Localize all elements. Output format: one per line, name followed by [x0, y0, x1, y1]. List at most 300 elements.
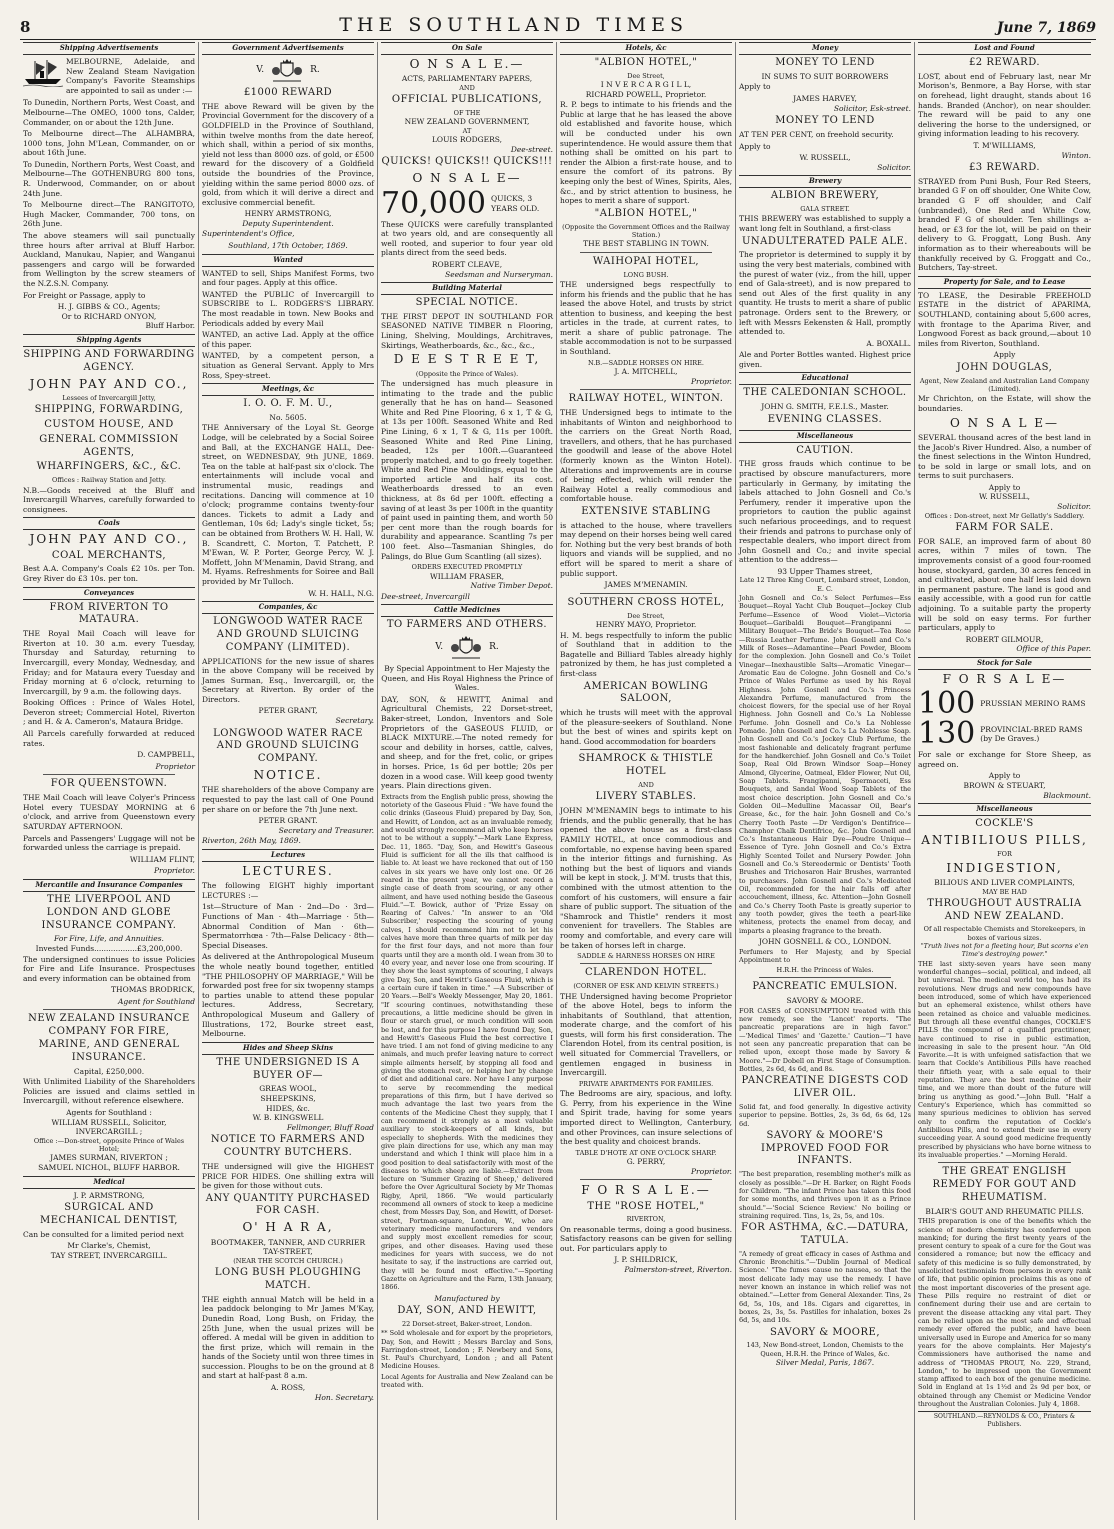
ad-title: O N S A L E— — [412, 171, 522, 186]
ad-title: I. O. O. F. M. U., — [243, 398, 333, 410]
ad-title: DAY, SON, AND HEWITT, — [397, 1305, 537, 1317]
ad-line: Manufactured by — [434, 1293, 500, 1303]
ad-body: The Bedrooms are airy, spacious, and lofty. G. Perry, from his experience in the Wine and Spirit trade, having for some years imported direct to Wellington, Canterbury, and other Provinces, can insure selections of the best quality and choicest brands. — [560, 1089, 732, 1147]
ad-line: BOOTMAKER, TANNER, AND CURRIER TAY-STREET, — [210, 1237, 366, 1257]
ad-body: STRAYED from Puni Bush, Four Red Steers, branded G F on off shoulder, One White Cow, branded G F off shoulder, and Calf (unbranded), One Red and White Cow, branded F G of shoulder. Ten shillings a-head, or £3 for the lot, will be paid on their delivery to G. Froggatt, Long Bush. Any information as to their whereabouts will be thankfully received by G. Froggatt and Co., Butchers, Tay-street. — [918, 176, 1091, 273]
signature: A. BOXALL. — [866, 338, 911, 348]
ad-title: THE UNDERSIGNED IS A BUYER OF— — [216, 1056, 360, 1081]
column-6 — [915, 42, 1094, 1520]
section-heading: Coals — [23, 517, 195, 530]
ad-line: H.R.H. the Princess of Wales. — [776, 966, 874, 975]
signature: WILLIAM FRASER, — [430, 571, 504, 581]
agent-place: Bluff Harbor. — [145, 321, 195, 331]
signature: BROWN & STEUART, — [963, 780, 1046, 790]
ad-title: FROM RIVERTON TO MATAURA. — [49, 601, 169, 626]
section-heading: Shipping Agents — [23, 334, 195, 347]
ad-body: "A remedy of great efficacy in cases of Asthma and Chronic Bronchitis."—'Dublin Journal of Medical Science.' "The fumes cause no nausea, so that the most delicate lady may use the remedy. I have never known an instance in which relief was not obtained."—Letter from General Alexander. Tins, 2s 6d, 5s, 10s, and 18s. Cigars and cigarettes, in boxes, 2s, 3s, 5s. Pastilles for inhalation, boxes 2s 6d, 5s, and 10s. — [739, 1249, 911, 1325]
royal-coat-of-arms-icon — [449, 635, 483, 661]
ad-line: OF THE — [453, 109, 481, 118]
ad-line: Riverton, 26th May, 1869. — [202, 836, 301, 846]
signature: W. RUSSELL, — [799, 153, 851, 163]
ad-line: Office :—Don-street, opposite Prince of Wales Hotel; — [33, 1136, 185, 1154]
ad-line: FOR — [997, 850, 1012, 859]
ad-body: ** Sold wholesale and for export by the proprietors, Day, Son, and Hewitt ; Messrs Barclay and Sons, Farringdon-street, London ; F. Newbery and Sons, St. Paul's Churchyard, London ; and all Patent Medicine Houses. — [381, 1329, 553, 1371]
ad-line: AND — [638, 781, 654, 790]
ad-title: SAVORY & MOORE'S IMPROVED FOOD FOR INFANTS. — [761, 1129, 889, 1167]
crest-letter: V. — [256, 65, 265, 76]
ad-body: With Unlimited Liability of the Shareholders Policies are issued and claims settled in Invercargill, without reference elsewhere. — [23, 1077, 195, 1106]
royal-crest — [202, 58, 374, 84]
ad-line: SADDLE & HARNESS HORSES ON HIRE — [577, 952, 715, 961]
ad-line: WILLIAM RUSSELL, Solicitor, INVERCARGILL ; — [51, 1117, 167, 1137]
quantity-label: PRUSSIAN MERINO RAMS — [980, 699, 1086, 709]
ad-body: These QUICKS were carefully transplanted at two years old, and are consequently all well rooted, and superior to four year old plants direct from the seed beds. — [381, 219, 553, 258]
ad-line: RICHARD POWELL, Proprietor. — [585, 89, 707, 99]
ad-line: Apply to — [988, 482, 1021, 492]
ad-line: SAMUEL NICHOL, BLUFF HARBOR. — [38, 1163, 180, 1173]
ad-body: H. M. begs respectfully to inform the public of Southland that in addition to the Bagatelle and Billiard Tables already highly patronized by them, he has just completed a first-class — [560, 630, 732, 678]
section-heading: Miscellaneous — [739, 430, 911, 443]
signature: THOMAS BRODRICK, — [111, 985, 195, 995]
ad-body: As delivered at the Anthropological Museum the whole neatly bound together, entitled "THE PHILOSOPHY OF MARRIAGE," Will be forwarded post free for six twopenny stamps to parties unable to attend these popular lectures. Address, Secretary, Anthropological Museum and Gallery of Illustrations, 172, Bourke street east, Melbourne. — [202, 952, 374, 1039]
ad-title: THE "ROSE HOTEL," — [587, 1200, 705, 1212]
ad-line: BILIOUS AND LIVER COMPLAINTS, — [934, 877, 1075, 887]
signature: ROBERT CLEAVE, — [431, 259, 503, 269]
ad-title: NEW ZEALAND INSURANCE COMPANY FOR FIRE, MARINE, AND GENERAL INSURANCE. — [28, 1013, 190, 1063]
ad-line: Agents for Southland : — [66, 1108, 152, 1118]
sailing-entry: To Dunedin, Northern Ports, West Coast, and Melbourne—The OMEO, 1000 tons, Calder, Commander, on or about the 12th June. — [23, 98, 195, 127]
ad-line: HENRY MAYO, Proprietor. — [595, 619, 697, 629]
ad-line: Superintendent's Office, — [202, 229, 295, 239]
ad-line: I N V E R C A R G I L L, — [600, 80, 692, 90]
section-heading: Building Material — [381, 282, 553, 295]
ad-line: WHARFINGERS, &C., &C. — [36, 461, 182, 473]
ad-title: EXTENSIVE STABLING — [581, 505, 711, 517]
ad-body: FOR SALE, an improved farm of about 80 acres, within 7 miles of town. The improvements consist of a good four-roomed house, stockyard, garden, 30 acres fenced in and cultivated, about one half less laid down in permanent pasture. The land is good and easily accessible, with a good run for cattle adjoining. To a suitable party the property will be sold on easy terms. For further particulars, apply to — [918, 536, 1091, 633]
ad-body: THE FIRST DEPOT IN SOUTHLAND FOR SEASONED NATIVE TIMBER n Flooring, Lining, Shelving, Mouldings, Architraves, Skirtings, Weatherboards, &c., &c., &c., — [381, 311, 553, 350]
section-heading: Meetings, &c — [202, 383, 374, 396]
ad-line: GREAS WOOL, — [259, 1084, 317, 1094]
ad-title: AMERICAN BOWLING SALOON, — [583, 680, 709, 705]
ad-title: D E E S T R E E T, — [393, 352, 541, 367]
signature: J. A. MITCHELL, — [614, 366, 678, 376]
ad-title: JOHN PAY AND CO., — [29, 376, 189, 391]
ad-body: Parcels and Passengers' Luggage will not be forwarded unless the carriage is prepaid. — [23, 833, 195, 853]
ad-title: SOUTHERN CROSS HOTEL, — [567, 596, 725, 608]
ad-title: PANCREATINE DIGESTS COD LIVER OIL. — [741, 1075, 909, 1100]
signature-role: Solicitor. — [1057, 502, 1091, 512]
signature-role: Solicitor, Esk-street. — [833, 103, 911, 113]
signature-role: Dee-street. — [510, 144, 553, 154]
ad-line: SHEEPSKINS, — [260, 1093, 316, 1103]
page-columns — [20, 42, 1096, 1520]
royal-crest — [381, 635, 553, 661]
ad-body: THIS preparation is one of the benefits which the science of modern chemistry has conferred upon mankind; for during the first twenty years of the present century to speak of a cure for the Gout was considered a romance; but now the efficacy and safety of this medicine is so fully demonstrated, by unsolicited testimonials from persons in every rank of life, that public opinion proclaims this as one of the most important discoveries of the present age. These Pills require no restraint of diet or confinement during their use and are certain to prevent the disease attacking any vital part. They can be relied upon as the most safe and effectual remedy ever offered the public, and have been universally used in Europe and America for so many years for the above complaints. Her Majesty's Commissioners have authorised the name and address of "THOMAS PROUT, No. 229, Strand, London," to be impressed upon the Government stamp affixed to each box of the genuine medicine. Sold in England at 1s 1½d and 2s 9d per box, or obtained through any Chemist or Medicine Vendor throughout the Australian Colonies. July 4, 1868. — [918, 1217, 1091, 1409]
ad-title: JOHN PAY AND CO., — [29, 532, 189, 547]
quantity-number: 70,000 — [381, 185, 486, 221]
ad-body: The following EIGHT highly important LECTURES :— — [202, 881, 374, 900]
ad-body: The undersigned continues to issue Policies for Fire and Life Insurance. Prospectuses and every information can be obtained from — [23, 954, 195, 983]
ad-line: Offices : Don-street, next Mr Gellatly's Saddlery. — [924, 511, 1085, 520]
column-5 — [736, 42, 915, 1520]
section-heading: Brewery — [739, 175, 911, 188]
quantity-row — [918, 716, 1091, 752]
ad-body: which he trusts will meet with the approval of the pleasure-seekers of Southland. None but the best of wines and spirits kept on hand. Good accommodation for boarders — [560, 708, 732, 746]
ad-line: SHIPPING, FORWARDING, — [34, 404, 184, 416]
ad-title: LONGWOOD WATER RACE AND GROUND SLUICING COMPANY (LIMITED). — [213, 616, 363, 653]
ad-title: SHAMROCK & THISTLE HOTEL — [578, 753, 714, 778]
ad-note: N.B.—Goods received at the Bluff and Invercargill Wharves, carefully forwarded to consignees. — [23, 485, 195, 514]
ad-title: MONEY TO LEND — [775, 115, 875, 127]
ad-title: THE CALEDONIAN SCHOOL. — [743, 387, 907, 399]
ad-title: CAUTION. — [796, 444, 854, 456]
ad-line: IN SUMS TO SUIT BORROWERS — [761, 71, 889, 81]
signature-role: Secretary and Treasurer. — [278, 825, 374, 835]
ad-line: NEW ZEALAND GOVERNMENT, — [404, 117, 530, 127]
section-heading: Shipping Advertisements — [23, 42, 195, 55]
ad-line: GENERAL COMMISSION AGENTS, — [39, 433, 179, 458]
ad-line: 143, New Bond-street, London, Chemists to the Queen, H.R.H. the Prince of Wales, &c. — [746, 1341, 904, 1358]
ad-line: (CORNER OF ESK AND KELVIN STREETS.) — [573, 982, 719, 991]
signature-role: Office of this Paper. — [1016, 644, 1091, 654]
ad-body: Solid fat, and food generally. In digestive activity superior to pepsine. Bottles, 2s, 3s 6d, 6s 6d, 12s 6d. — [739, 1102, 911, 1128]
ad-title: CLARENDON HOTEL. — [585, 967, 707, 979]
ad-title: RAILWAY HOTEL, WINTON. — [568, 393, 724, 405]
ad-line: MAY BE HAD — [982, 887, 1027, 896]
ad-title: EVENING CLASSES. — [767, 413, 883, 425]
section-heading: Lectures — [202, 849, 374, 862]
ad-title: NOTICE. — [253, 768, 323, 783]
ad-title: LIVERY STABLES. — [595, 791, 697, 803]
ad-body: For sale or exchange for Store Sheep, as agreed on. — [918, 750, 1091, 769]
ad-title: LONG BUSH PLOUGHING MATCH. — [214, 1267, 362, 1291]
ad-title: FARM FOR SALE. — [955, 521, 1054, 533]
sailing-note: The above steamers will sail punctually three hours after arrival at Bluff Harbor. Auckland, Manukau, Napier, and Wanganui passengers and cargo will be forwarded from Wellington by the screw steamers of the N.Z.S.N. Company. — [23, 231, 195, 289]
quantity-row — [381, 185, 553, 221]
ad-line: 93 Upper Thames street, — [777, 566, 873, 576]
ad-title: SPECIAL NOTICE. — [415, 297, 519, 309]
ad-title: COCKLE'S — [975, 818, 1034, 830]
ad-line: Apply — [993, 350, 1016, 360]
section-heading: Educational — [739, 372, 911, 385]
signature-role: Agent for Southland — [118, 996, 195, 1006]
wanted-ad: WANTED, by a competent person, a situation as General Servant. Apply to Mrs Ross, Spey-street. — [202, 351, 374, 380]
ad-title: LECTURES. — [242, 863, 334, 878]
crest-letter: R. — [310, 65, 320, 76]
ad-line: TABLE D'HOTE AT ONE O'CLOCK SHARP. — [575, 1148, 717, 1157]
ad-line: Apply to — [739, 141, 771, 151]
ad-body: Booking Offices : Prince of Wales Hotel, Deveron street; Commercial Hotel, Riverton ; and H. & A. Cameron's, Mataura Bridge. — [23, 698, 195, 727]
section-heading: Lost and Found — [918, 42, 1091, 55]
signature: G. PERRY, — [626, 1157, 666, 1167]
ad-line: HIDES, &c. — [266, 1103, 310, 1113]
ad-title: SURGICAL AND MECHANICAL DENTIST, — [40, 1202, 178, 1226]
quantity-row — [918, 686, 1091, 722]
signature-role: Secretary. — [335, 716, 374, 726]
signature: PETER GRANT. — [258, 816, 318, 826]
ad-line: Dee-street, Invercargill — [381, 591, 470, 601]
signature-role: Solicitor. — [877, 162, 911, 172]
signature-role: Proprietor — [155, 761, 195, 771]
ad-title: THE LIVERPOOL AND LONDON AND GLOBE INSURANCE COMPANY. — [41, 893, 177, 931]
ad-title: £2 REWARD. — [968, 56, 1041, 68]
ad-line: JOHN G. SMITH, F.E.I.S., Master. — [761, 402, 889, 412]
ad-line: (Opposite the Prince of Wales). — [415, 369, 519, 378]
signature-role: Agent, New Zealand and Australian Land Company (Limited). — [919, 376, 1090, 394]
signature: JAMES HARVEY, — [793, 93, 857, 103]
ad-offices: Offices : Railway Station and Jetty. — [51, 476, 167, 485]
ad-title: ANY QUANTITY PURCHASED FOR CASH. — [205, 1192, 371, 1217]
ad-list: 1st—Structure of Man · 2nd—Do · 3rd—Functions of Man · 4th—Marriage · 5th—Abnormal Condition of Man · 6th—Spermatorrhœa · 7th—False Delicacy · 8th—Special Diseases. — [202, 902, 374, 950]
ad-line: PRIVATE APARTMENTS FOR FAMILIES. — [578, 1079, 714, 1088]
ad-body: All Parcels carefully forwarded at reduced rates. — [23, 729, 195, 748]
section-heading: Medical — [23, 1176, 195, 1189]
signature-role: Hon. Secretary. — [314, 1392, 374, 1402]
signature-role: Winton. — [1061, 150, 1091, 160]
ad-subtitle: For Fire, Life, and Annuities. — [54, 934, 164, 944]
ad-line: Southland, 17th October, 1869. — [228, 241, 348, 251]
ad-body: THE Anniversary of the Loyal St. George Lodge, will be celebrated by a Social Soiree and Ball, at the EXCHANGE HALL, Dee-street, on WEDNESDAY, 9th JUNE, 1869. Tea on the table at half-past six o'clock. The entertainments will include vocal and instrumental music, readings and recitations. Dancing will commence at 10 o'clock; programme contains twenty-four dances. Tickets to admit a Lady and Gentleman, 10s 6d; Lady's single ticket, 5s; can be obtained from Brothers W. H. Hall, W. B. Scandrett, C. Morton, T. Patchett, P. M'Ewan, W. P. Porter, George Percy, W. J. Moffett, John M'Menamin, David Strang, and M. Hyams. Refreshments for Soiree and Ball provided by Mr Tulloch. — [202, 423, 374, 586]
ad-body: FOR CASES of CONSUMPTION treated with this new remedy, see the 'Lancet' reports. "The pancreatic preparations are in high favor." —'Medical Times' and 'Gazette.' Caution—"I have not seen any pancreatic preparation that can be relied upon, except those made by Savory & Moore."—Dr Dobell on First Stage of Consumption. Bottles, 2s 6d, 4s 6d, and 8s. — [739, 1006, 911, 1074]
section-heading: Money — [739, 42, 911, 55]
ad-body: TO LEASE, the Desirable FREEHOLD ESTATE in the district of APARIMA, SOUTHLAND, containing about 5,600 acres, with frontage to the Aparima River, and Longwood Forest as back ground,—about 10 miles from Riverton, Southland. — [918, 290, 1091, 348]
ad-body: THE Royal Mail Coach will leave for Riverton at 10. 30 a.m. every Tuesday, Thursday and Saturday, returning to Invercargill, every Monday, Wednesday, and Friday; and for Mataura every Tuesday and Friday morning at 6 o'clock, returning to Invercargill, by 9 a.m. the following days. — [23, 629, 195, 696]
ad-title: F O R S A L E.— — [581, 1183, 711, 1198]
freight-note: For Freight or Passage, apply to — [23, 290, 146, 300]
ad-body: R. P. begs to intimate to his friends and the Public at large that he has leased the above old established and favorite house, which will be conducted under his own superintendence. He would assure them that nothing shall be omitted on his part to render the Albion a first-rate house, and to ensure the comfort of its patrons. By keeping only the best of Wines, Spirits, Ales, &c., and by strict attention to business, he hopes to merit a share of support. — [560, 100, 732, 206]
ad-body: SEVERAL thousand acres of the best land in the Jacob's River Hundred. Also, a number of the finest selections in the Winton Hundred, to be sold in large or small lots, and on terms to suit purchasers. — [918, 432, 1091, 481]
ad-list: John Gosnell and Co.'s Select Perfumes—Ess Bouquet—Royal Yacht Club Bouquet—Jockey Club Perfume—Essence of Wood Violet—Victoria Bouquet—Garibaldi Bouquet—Frangipanni —Military Bouquet—The Bride's Bouquet—Tea Rose—Russia Leather Perfume. John Gosnell and Co.'s Milk of Roses—Adamantine—Pearl Powder, Bloom for the complexion. John Gosnell and Co.'s Toilet Vinegar—Inexhaustible Salts—Aromatic Vinegar—Aromatic Eau de Cologne. John Gosnell and Co.'s Prince of Wales Perfume as used by his Royal Highness. John Gosnell and Co.'s Princess Alexandra Perfume, manufactured from the choicest flowers, for the special use of her Royal Highness. John Gosnell and Co.'s La Noblesse Perfume. John Gosnell and Co.'s La Noblesse Pomade. John Gosnell and Co.'s La Noblesse Soap. John Gosnell and Co.'s Jockey Club Perfume, the most fashionable and delicately fragrant perfume for the handkerchief. John Gosnell and Co.'s Toilet Soap, Real Old Brown Windsor Soap—Honey Almond, Glycerine, Oatmeal, Elder Flower, Nut Oil, Soap Tablets. Frangipanni, Spermaceti, Ess Bouquets, and Sandal Wood Soap Tablets of the most choice description. John Gosnell and Co.'s Golden Oil—Medulline Macassar Oil, Bear's Grease, &c., for the hair. John Gosnell and Co.'s Cherry Tooth Paste —Dr Verdigon's Dentifrice—Champhor Chalk Dentifrice, &c. John Gosnell and Co.'s Instantaneous Hair Dye—Poudre Unique—Essence of Tyre. John Gosnell and Co.'s Extra Highly Scented Toilet and Nursery Powder. John Gosnell and Co.'s Stereodermic or Dentists' Tooth Brushes and Trichosaron Hair Brushes, warranted to purchasers. John Gosnell and Co.'s Medicated Oil, recommended for the hair falls off after accouchement, illness, &c. Attention—John Gosnell and Co.'s Cherry Tooth Paste is greatly superior to any tooth powder, gives the teeth a pearl-like whiteness, protects the enamel from decay, and imparts a pleasing fragrance to the breath. — [739, 594, 911, 935]
ad-body: THE gross frauds which continue to be practised by obscure manufacturers, more particularly in Germany, by imitating the labels attached to John Gosnell and Co.'s Perfumery, render it imperative upon the proprietors to caution the public against such nefarious proceedings, and to request their friends and patrons to purchase only of respectable dealers, who import direct from John Gosnell and Co.; and invite special attention to the address— — [739, 459, 911, 565]
signature-role: Proprietor. — [690, 1166, 732, 1176]
ad-title: NOTICE TO FARMERS AND COUNTRY BUTCHERS. — [210, 1134, 366, 1159]
signature: LOUIS RODGERS, — [431, 135, 503, 145]
wanted-ad: WANTED, an active Lad. Apply at the office of this paper. — [202, 330, 374, 349]
ad-title: J. P. ARMSTRONG, — [73, 1190, 145, 1200]
ad-title: THE GREAT ENGLISH REMEDY FOR GOUT AND RHEUMATISM. — [932, 1166, 1077, 1203]
ad-line: Capital, £250,000. — [73, 1066, 145, 1076]
ad-quote: "Truth lives not for a fleeting hour, But scorns e'en Time's destroying power." — [920, 942, 1089, 959]
ad-line: No. 5605. — [269, 412, 307, 422]
signature-role: Fellmonger, Bluff Road — [286, 1122, 374, 1132]
signature-role: Proprietor. — [690, 376, 732, 386]
ad-body: THE eighth annual Match will be held in a lea paddock belonging to Mr James M'Kay, Dunedin Road, Long Bush, on Friday, the 25th June, when the usual prizes will be offered. A medal will be given in addition to the first prize, which will remain in the hands of the Society until won three times in succession. Ploughs to be on the ground at 8 and start at half-past 8 a.m. — [202, 1294, 374, 1381]
ad-title: FOR QUEENSTOWN. — [50, 778, 168, 790]
section-heading: Mercantile and Insurance Companies — [23, 879, 195, 892]
ad-line: CUSTOM HOUSE, AND — [44, 419, 174, 430]
column-1 — [20, 42, 199, 1520]
royal-coat-of-arms-icon — [270, 58, 304, 84]
ad-line: BLAIR'S GOUT AND RHEUMATIC PILLS. — [925, 1206, 1084, 1216]
ad-line: Mr Clarke's, Chemist, — [67, 1241, 151, 1251]
ad-line: Dee Street, — [627, 71, 665, 80]
ad-line: TAY STREET, INVERCARGILL. — [50, 1250, 168, 1260]
ad-line: N.B.—SADDLE HORSES ON HIRE. — [587, 358, 704, 367]
ad-line: Late 12 Three King Court, Lombard street, London, E. C. — [739, 576, 911, 593]
ad-body: The proprietor is determined to supply it by using the very best materials, combined with the purest of water (viz., from the hill, upper end of Gala-street), and is now prepared to send out Ales of the first quality in any quantity. He trusts to merit a share of public patronage. Orders sent to the Brewery, or left with Messrs Eekensten & Hall, promptly attended to. — [739, 250, 911, 337]
ad-body: THE above Reward will be given by the Provincial Government for the discovery of a GOLDFIELD in the Province of Southland, within twelve months from the date hereof, which shall, within a period of six months, yield not less than 8000 ozs. of gold, or £500 reward for the discovery of a Goldfield outside the boundries of the Province, yielding within the same period 8000 ozs. of gold, from which it will derive a direct and exclusive commercial benefit. — [202, 101, 374, 207]
ad-title: ANTIBILIOUS PILLS, — [921, 832, 1088, 847]
section-heading: Companies, &c — [202, 601, 374, 614]
column-3 — [378, 42, 557, 1520]
ad-body: THE last sixty-seven years have seen many wonderful changes—social, political, and indeed, all but universal. The medical world too, has had its revolutions. New drugs and new compounds have been introduced, some of which have experienced but an ephemeral existence, whilst others have been retained as choice and valuable medicines. But through all these eventful changes, COCKLE'S PILLS the compound of a qualified practitioner, have continued to rise in public estimation, increasing in sale to the present hour. "An Old Favorite.—It is with unfeigned satisfaction that we learn that Cockle's Antibilious Pills have reached their fiftieth year, with a sale equal to their reputation. They are the best medicine of their time, and we more than doubt of the future will bring us anything as good."—John Bull. "Half a Century's Experience, which has committed so many spurious medicines to oblivion has served only to confirm the reputation of Cockle's Antibilious Pills, and to extend their use in every succeeding year. A sound good medicine frequently prescribed by physicians who have borne witness to its invaluable properties." —Morning Herald. — [918, 959, 1091, 1159]
ad-line: Apply to — [988, 771, 1021, 781]
ad-title: THROUGHOUT AUSTRALIA AND NEW ZEALAND. — [927, 897, 1082, 922]
section-heading: Government Advertisements — [202, 42, 374, 55]
signature: W. H. HALL, N.G. — [308, 588, 374, 598]
masthead — [20, 10, 1096, 40]
ad-title: SAVORY & MOORE, — [769, 1326, 881, 1338]
column-4 — [557, 42, 736, 1520]
ad-title: TO FARMERS AND OTHERS. — [386, 619, 548, 631]
ad-title: O N S A L E— — [949, 415, 1060, 430]
ad-body: Ale and Porter Bottles wanted. Highest price given. — [739, 350, 911, 369]
section-heading: Wanted — [202, 254, 374, 267]
ad-body: Best A.A. Company's Coals £2 10s. per Ton. Grey River do £3 10s. per ton. — [23, 564, 195, 583]
wanted-ad: WANTED to sell, Ships Manifest Forms, two and four pages. Apply at this office. — [202, 268, 374, 288]
signature-role: Proprietor. — [153, 866, 195, 876]
ad-body: THE undersigned begs respectfully to inform his friends and the public that he has leased the above Hotel, and trusts by strict attention to business, and keeping the best articles in the trade, at current rates, to merit a share of public patronage. The stable accommodation is not to be surpassed in Southland. — [560, 279, 732, 357]
ad-body: APPLICATIONS for the new issue of shares in the above Company will be received by James Surman, Esq., Invercargill, or, the Secretary at Riverton. By order of the Directors. — [202, 656, 374, 704]
section-heading: Hides and Sheep Skins — [202, 1042, 374, 1055]
ad-title: SHIPPING AND FORWARDING AGENCY. — [23, 348, 195, 373]
ad-title: UNADULTERATED PALE ALE. — [741, 235, 908, 247]
crest-letter: V. — [435, 642, 444, 653]
signature: ROBERT GILMOUR, — [965, 634, 1044, 644]
ad-title: MONEY TO LEND — [775, 56, 875, 68]
signature: HENRY ARMSTRONG, — [244, 209, 332, 219]
signature: JAMES M'MENAMIN. — [604, 580, 688, 590]
quantity-number: 130 — [918, 716, 976, 752]
page-number: 8 — [20, 18, 31, 36]
signature: WILLIAM FLINT, — [129, 854, 195, 864]
ad-line: (NEAR THE SCOTCH CHURCH.) — [233, 1256, 343, 1265]
agent-name: Or to RICHARD ONYON, — [61, 311, 157, 321]
ad-title: INDIGESTION, — [946, 860, 1063, 875]
section-heading: Cattle Medicines — [381, 604, 553, 617]
ad-line: THE BEST STABLING IN TOWN. — [583, 239, 709, 249]
signature-role: Seedsman and Nurseryman. — [445, 269, 553, 279]
ad-line: JAMES SURMAN, RIVERTON ; — [50, 1153, 168, 1163]
ad-body: JOHN M'MENAMIN begs to intimate to his friends, and the public generally, that he has opened the above house as a first-class FAMILY HOTEL, at once commodious and comfortable, no expense having been spared in the interior fittings and furnishing. As nothing but the best of liquors and viands will be kept in stock, J. M'M. trusts that this, combined with the utmost attention to the comfort of his customers, will ensure a fair share of public support. The situation of the "Shamrock and Thistle" renders it most convenient for travellers. The Stables are roomy and comfortable, and every care will be taken of horses left in charge. — [560, 806, 732, 950]
ad-title: O' H A R A, — [242, 1220, 334, 1235]
ad-title: OFFICIAL PUBLICATIONS, — [391, 94, 543, 106]
signature-role: Blackmount. — [1043, 790, 1091, 800]
ad-line: Invested Funds..................£3,200,000. — [35, 943, 183, 953]
signature: T. M'WILLIAMS, — [973, 140, 1036, 150]
ad-subtitle: COAL MERCHANTS, — [51, 549, 167, 561]
ad-body: Can be consulted for a limited period next — [23, 1229, 184, 1239]
signature: D. CAMPBELL, — [137, 750, 195, 760]
signature-role: Palmerston-street, Riverton. — [624, 1265, 732, 1275]
ad-body: THE Mail Coach will leave Colyer's Princess Hotel every TUESDAY MORNING at 6 o'clock, and arrive from Queenstown every SATURDAY AFTERNOON. — [23, 793, 195, 832]
section-heading: Miscellaneous — [918, 803, 1091, 816]
ad-title: PANCREATIC EMULSION. — [752, 981, 898, 993]
signature: JOHN GOSNELL & CO., LONDON. — [758, 936, 892, 946]
ad-body: Perfumers to Her Majesty, and by Special Appointment to — [739, 947, 911, 964]
ad-title: LONGWOOD WATER RACE AND GROUND SLUICING COMPANY. — [213, 727, 363, 765]
ad-title: £3 REWARD. — [968, 162, 1041, 174]
sailing-entry: To Dunedin, Northern Ports, West Coast, and Melbourne—The GOTHENBURG 800 tons, R. Underwood, Commander, on or about 24th June. — [23, 159, 195, 198]
signature-role: Deputy Superintendent. — [242, 218, 334, 228]
signature: W. RUSSELL, — [978, 492, 1031, 502]
ad-title: QUICKS! QUICKS!! QUICKS!!! — [381, 156, 553, 168]
ad-body: THE shareholders of the above Company are requested to pay the last call of One Pound per share on or before the 7th June next. — [202, 785, 374, 814]
ad-line: RIVERTON, — [626, 1215, 666, 1224]
ad-line: 22 Dorset-street, Baker-street, London. — [401, 1319, 533, 1328]
ad-line: Apply to — [739, 82, 771, 92]
ad-body: THIS BREWERY was established to supply a want long felt in Southland, a first-class — [739, 214, 911, 233]
ad-body: THE Undersigned having become Proprietor of the above Hotel, begs to inform the inhabitants of Southland, that attention, moderate charge, and the comfort of his guests, will form his first consideration. The Clarendon Hotel, from its central position, is well situated for Commercial Travellers, or gentlemen engaged in business in Invercargill. — [560, 991, 732, 1078]
ad-title: "ALBION HOTEL," — [594, 56, 698, 68]
ad-body: DAY, SON, & HEWITT, Animal and Agricultural Chemists, 22 Dorset-street, Baker-street, London, Inventors and Sole Proprietors of the GASEOUS FLUID, or BLACK MIXTURE.—The noted remedy for scour and debility in horses, cattle, calves, and sheep, and for the fret, colic, or gripes in horses. Price, 1s 6d per bottle; 20s per dozen in a wood case. Will keep good twenty years. Plain directions given. — [381, 694, 553, 791]
ad-title: "ALBION HOTEL," — [594, 207, 698, 219]
ad-line: AND — [459, 83, 475, 92]
section-heading: Hotels, &c — [560, 42, 732, 55]
wanted-ad: WANTED the PUBLIC of Invercargill to SUBSCRIBE to L. RODGERS'S LIBRARY. The most readable in town. New Books and Periodicals added by every Mail — [202, 289, 374, 328]
crest-letter: R. — [489, 642, 499, 653]
ad-body: LOST, about end of February last, near Mr Morison's, Benmore, a Bay Horse, with star on forehead, light draught, stands about 16 hands. Branded (Anchor), on near shoulder. The reward will be paid to any one delivering the horse to the undersigned, or giving information leading to his recovery. — [918, 71, 1091, 139]
ad-title: FOR ASTHMA, &C.—DATURA, TATULA. — [741, 1222, 909, 1246]
ad-line: (Opposite the Government Offices and the Railway Station.) — [562, 222, 730, 239]
signature: J. P. SHILDRICK, — [614, 1255, 678, 1265]
signature: A. ROSS, — [270, 1383, 306, 1393]
ad-line: ORDERS EXECUTED PROMPTLY — [411, 563, 523, 572]
agent-name: H. J. GIBBS & CO., Agents; — [57, 302, 161, 312]
sailing-entry: To Melbourne direct—The ALHAMBRA, 1000 tons, John M'Lean, Commander, on or about 16th June. — [23, 129, 195, 158]
ad-body: AT TEN PER CENT, on freehold security. — [739, 129, 894, 139]
steamship-icon — [23, 57, 63, 87]
ad-body: THE undersigned will give the HIGHEST PRICE FOR HIDES. One shilling extra will be given for those without cuts. — [202, 1161, 374, 1191]
ad-line: Of all respectable Chemists and Storekeepers, in boxes of various sizes. — [923, 925, 1086, 942]
ad-body: The undersigned has much pleasure in intimating to the trade and the public generally that he has on hand— Seasoned White and Red Pine Flooring, 6 x 1, T & G, at 13s per 100ft. Seasoned White and Red Pine Lining, 6 x 1, T & G, 11s per 100ft. Seasoned White and Red Pine Lining, beaded, 12s per 100ft.—Guaranteed properly matched, and to go freely together. White and Red Pine Mouldings, equal to the imported article and half its cost. Weatherboards dressed to an even thickness, at 8s 6d per 100ft. effecting a saving of at least 3s per 100ft in the quantity of paint used in painting them, and worth 50 per cent more than the rough boards for durability and appearance. Scantling 7s per 100 feet. Also—Tasmanian Shingles, do Palings, do Blue Gum Scantling (all sizes). — [381, 378, 553, 561]
ad-title: O N S A L E.— — [409, 56, 525, 71]
ad-body: Local Agents for Australia and New Zealand can be treated with. — [381, 1372, 553, 1390]
section-heading: Conveyances — [23, 587, 195, 600]
ad-line: GALA STREET. — [800, 205, 850, 214]
ad-line: LONG BUSH. — [623, 270, 669, 279]
ad-title: F O R S A L E— — [942, 671, 1067, 686]
ad-line: Dee Street, — [627, 611, 665, 620]
ad-body: On reasonable terms, doing a good business. Satisfactory reasons can be given for selling out. For particulars apply to — [560, 1224, 732, 1253]
ad-body: Extracts from the English public press, showing the notoriety of the Gaseous Fluid : "We have found the colic drinks (Gaseous Fluid) prepared by Day, Son, and Hewitt, of London, act as an invaluable remedy, and would strongly recommend all who keep horses not to be without a supply."—Mark Lane Express, Dec. 11, 1865. "Day, Son, and Hewitt's Gaseous Fluid is sufficient for all the ills that calfhood is liable to. At least we have reckoned that out of 150 calves in six years we have only lost one. Of 26 reared in the present year, we cannot record a single case of death from scouring, or any other ailment, and have used nothing beside the Gaseous Fluid."—T. Bowick, author of 'Prize Essay on Rearing of Calves.' "In answer to an 'Old Subscriber,' respecting the scouring of young calves, I should recommend him not to let his calves have more than three quarts of milk per day for the first four days, and not more than four quarts until they are a month old. I wean from 30 to 40 every year, and never lose one from scouring. If they show the least symptoms of scouring, I always give Day, Son, and Hewitt's Gaseous Fluid, which is a certain cure if taken in time." —A Subscriber of 20 Years.—Bell's Weekly Messenger, May 20, 1861. "If scouring continues, notwithstanding these precautions, a little medicine should be given in flour or starch gruel, or much condition will soon be lost, and for this purpose I have found Day, Son, and Hewitt's Gaseous Fluid the best corrective I have tried. I am not fond of giving medicine to any animals, and much prefer leaving nature to correct simple ailments herself, by stopping all food and giving the stomach rest, or helping her by change of diet and additional care. Nor have I any purpose to serve by recommending the medical preparations of this firm, but I have derived so much advantage the last two years from the contents of the Medicine Chest they supply, that I can recommend it strongly as a most valuable auxiliary to stock-keepers of all kinds, but especially to shepherds. With the medicines they give plain directions for use, which any man may understand and which I think will place him in a good position to deal satisfactorily with most of the diseases to which sheep are liable.—Extract from lecture on 'Summer Grazing of Sheep,' delivered before the Over Agricultural Society by Mr Thomas Rigby, April, 1866. "We would particularly recommend all owners of stock to keep a medicine chest, from Messrs Day, Son, and Hewitt, of Dorset-street, Portman-square, London, W., who are veterinary medicine manufacturers and vendors and supply most excellent remedies for scour, gripes, and other diseases. Having used these medicines for years with success, we do not hesitate to say, if the instructions are carried out, they will be found most effective."—Sporting Gazette on Agriculture and the Farm, 13th January, 1866. — [381, 792, 553, 1292]
sailing-entry: To Melbourne direct—The RANGITOTO, Hugh Macker, Commander, 700 tons, on 26th June. — [23, 200, 195, 229]
melbourne-ad: MELBOURNE, Adelaide, and New Zealand Steam Navigation Company's Favorite Steamships are appointed to sail as under :— — [66, 56, 195, 95]
ad-title: ALBION BREWERY, — [770, 190, 880, 202]
section-heading: Property for Sale, and to Lease — [918, 276, 1091, 289]
section-heading: On Sale — [381, 42, 553, 55]
ad-line: By Special Appointment to Her Majesty the Queen, and His Royal Highness the Prince of Wales. — [381, 664, 553, 693]
ad-body: is attached to the house, where travellers may depend on their horses being well cared for. Nothing but the very best brands of both liquors and viands will be supplied, and no effort will be spared to merit a share of public support. — [560, 520, 732, 578]
issue-date: June 7, 1869 — [996, 20, 1096, 36]
column-2 — [199, 42, 378, 1520]
ad-title: WAIHOPAI HOTEL, — [592, 255, 700, 267]
signature: W. B. KINGSWELL — [252, 1113, 324, 1123]
quantity-label: PROVINCIAL-BRED RAMS (by De Graves.) — [980, 724, 1083, 744]
ad-line: SAVORY & MOORE. — [786, 996, 864, 1006]
ad-body: Mr Chrichton, on the Estate, will show the boundaries. — [918, 394, 1091, 413]
signature: JOHN DOUGLAS, — [956, 361, 1053, 373]
section-heading: Stock for Sale — [918, 657, 1091, 670]
ad-line: ACTS, PARLIAMENTARY PAPERS, — [401, 74, 533, 84]
ad-body: THE Undersigned begs to intimate to the inhabitants of Winton and neighborhood to the carriers on the Great North Road, travellers, and others, that he has purchased the goodwill and lease of the above Hotel (formerly known as the Winton Hotel). Alterations and improvements are in course of being effected, which will render the Railway Hotel a really commodious and comfortable house. — [560, 407, 732, 504]
ad-subtitle: Lessees of Invercargill Jetty, — [62, 393, 156, 402]
signature-role: Native Timber Depot. — [470, 581, 553, 591]
quantity-number: 100 — [918, 686, 976, 722]
ad-title: £1000 REWARD — [243, 86, 333, 98]
printer-imprint: SOUTHLAND.—REYNOLDS & CO., Printers & Publishers. — [918, 1411, 1091, 1428]
paper-title: THE SOUTHLAND TIMES — [339, 14, 688, 36]
